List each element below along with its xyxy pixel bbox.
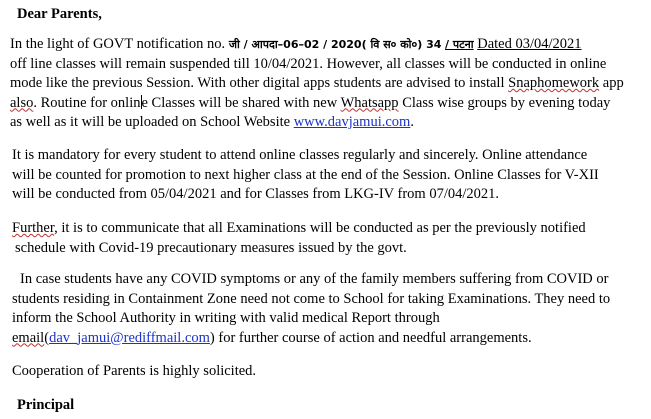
text: .	[410, 114, 414, 130]
signature-principal: Principal	[17, 397, 75, 413]
also-word: also	[10, 94, 34, 111]
hindi-notification-number: जी / आपदा–06–02 / 2020( वि स० को०) 34	[228, 38, 442, 51]
text: ) for further course of action and needful arrangements.	[209, 329, 532, 346]
line-4	[10, 94, 640, 114]
text: . Routine for onlin	[33, 94, 141, 111]
text: mode like the previous Session. With other digital apps students are advised to install	[10, 75, 509, 91]
text: app	[599, 75, 624, 91]
line-1: It is mandatory for every student to attend online classes regularly and sincerely. Online attendance	[12, 147, 588, 163]
text: In the light of GOVT notification no.	[10, 36, 226, 52]
date-text: Dated 03/04/2021	[477, 36, 582, 52]
paragraph-examinations	[12, 219, 632, 258]
line-2: schedule with Covid-19 precautionary measures issued by the govt.	[15, 239, 407, 256]
line-2: off line classes will remain suspended till 10/04/2021. However, all classes will be conducted in online	[10, 55, 607, 72]
line-5	[10, 113, 640, 133]
paragraph-covid	[12, 270, 640, 348]
line-2: students residing in Containment Zone need not come to School for taking Examinations. They need to	[12, 290, 611, 307]
line-1: In case students have any COVID symptoms or any of the family members suffering from COVID or	[20, 271, 609, 287]
text: , it is to communicate that all Examinations will be conducted as per the previously notified	[54, 220, 586, 236]
text: Class wise groups by evening today	[398, 94, 611, 111]
line-1	[10, 35, 640, 55]
school-website-link[interactable]: www.davjamui.com	[293, 114, 411, 130]
line-3: will be conducted from 05/04/2021 and for Classes from LKG-IV from 07/04/2021.	[12, 186, 500, 202]
line-2: will be counted for promotion to next higher class at the end of the Session. Online Classes for V-XII	[12, 166, 599, 183]
line-3: inform the School Authority in writing with valid medical Report through	[12, 310, 440, 326]
hindi-patna: / पटना	[445, 38, 474, 51]
paragraph-attendance	[12, 146, 632, 205]
email-link[interactable]: dav_jamui@rediffmail.com	[49, 329, 210, 346]
paragraph-online-classes	[10, 35, 640, 133]
salutation: Dear Parents,	[17, 6, 102, 22]
snaphomework-word: Snaphomework	[508, 75, 600, 91]
text: e Classes will be shared with new	[141, 94, 341, 111]
email-word: email	[12, 329, 45, 346]
text: (	[44, 329, 50, 346]
whatsapp-word: Whatsapp	[340, 94, 399, 111]
paragraph-cooperation: Cooperation of Parents is highly solicited.	[12, 363, 257, 379]
further-word: Further	[12, 220, 55, 236]
line-1	[12, 219, 632, 239]
line-4	[12, 329, 640, 349]
text: as well as it will be uploaded on School Website	[10, 114, 294, 130]
line-3	[10, 74, 640, 94]
